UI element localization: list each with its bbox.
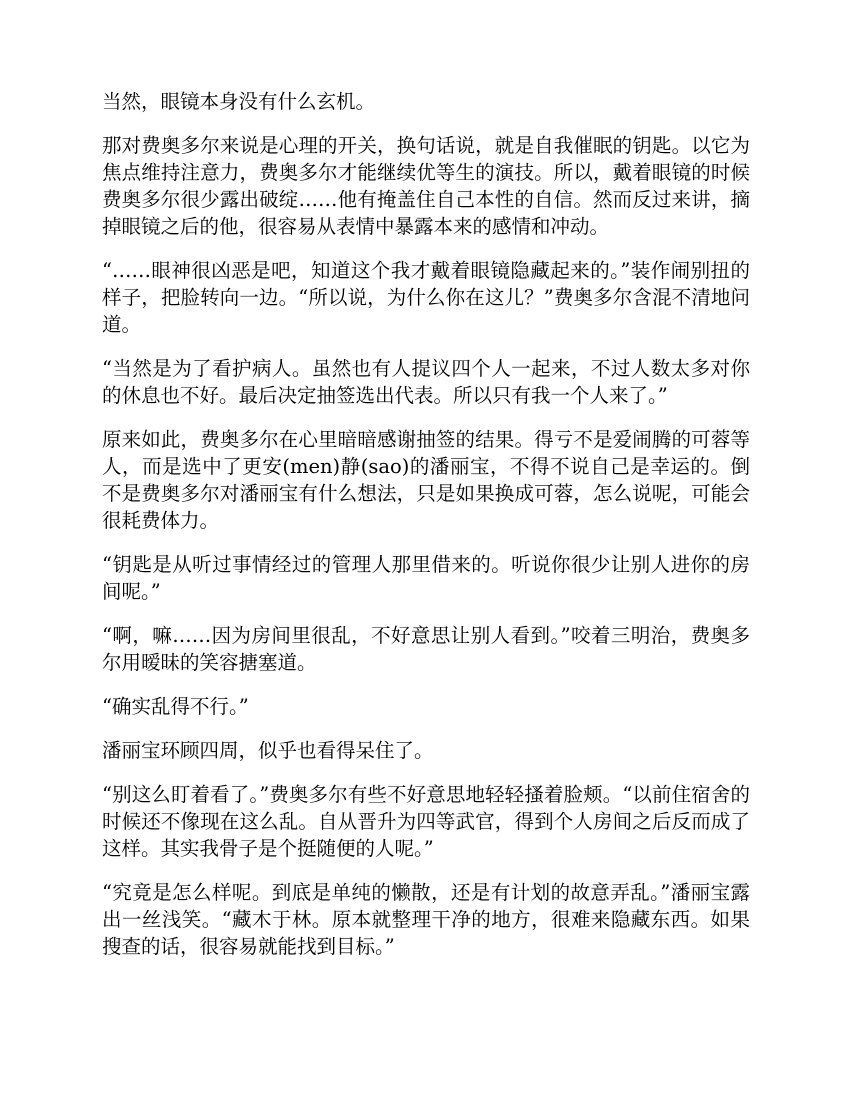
paragraph: 那对费奥多尔来说是心理的开关，换句话说，就是自我催眠的钥匙。以它为焦点维持注意力，费奥多尔才能继续优等生的演技。所以，戴着眼镜的时候费奥多尔很少露出破绽……他有掩盖住自己本性的自信。然而反过来讲，摘掉眼镜之后的他，很容易从表情中暴露本来的感情和冲动。 (102, 134, 750, 238)
paragraph: 当然，眼镜本身没有什么玄机。 (102, 90, 376, 113)
paragraph: “别这么盯着看了。”费奥多尔有些不好意思地轻轻搔着脸颊。“以前住宿舍的时候还不像现在这么乱。自从晋升为四等武官，得到个人房间之后反而成了这样。其实我骨子是个挺随便的人呢。” (102, 783, 750, 860)
paragraph: 原来如此，费奥多尔在心里暗暗感谢抽签的结果。得亏不是爱闹腾的可蓉等人，而是选中了更安(men)静(sao)的潘丽宝，不得不说自己是幸运的。倒不是费奥多尔对潘丽宝有什么想法，只是如果换成可蓉，怎么说呢，可能会很耗费体力。 (102, 428, 750, 532)
paragraph: 潘丽宝环顾四周，似乎也看得呆住了。 (102, 739, 434, 762)
paragraph: “钥匙是从听过事情经过的管理人那里借来的。听说你很少让别人进你的房间呢。” (102, 553, 750, 603)
document-body (102, 88, 750, 977)
paragraph: “当然是为了看护病人。虽然也有人提议四个人一起来，不过人数太多对你的休息也不好。最后决定抽签选出代表。所以只有我一个人来了。” (102, 357, 750, 407)
paragraph: “……眼神很凶恶是吧，知道这个我才戴着眼镜隐藏起来的。”装作闹别扭的样子，把脸转向一边。“所以说，为什么你在这儿？”费奥多尔含混不清地问道。 (102, 259, 750, 336)
paragraph: “确实乱得不行。” (102, 695, 249, 718)
paragraph: “究竟是怎么样呢。到底是单纯的懒散，还是有计划的故意弄乱。”潘丽宝露出一丝浅笑。“藏木于林。原本就整理干净的地方，很难来隐藏东西。如果搜查的话，很容易就能找到目标。” (102, 881, 750, 958)
paragraph: “啊，嘛……因为房间里很乱，不好意思让别人看到。”咬着三明治，费奥多尔用暧昧的笑容搪塞道。 (102, 624, 750, 674)
